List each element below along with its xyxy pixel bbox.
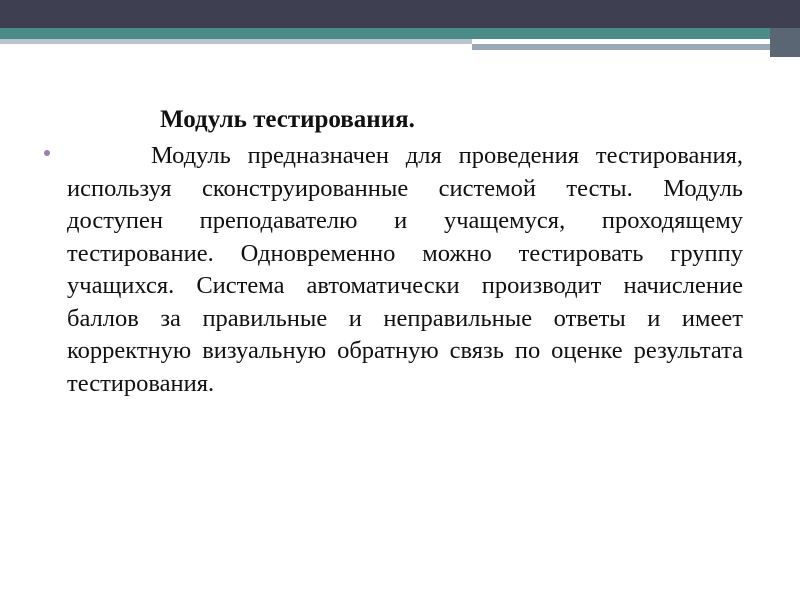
bullet-icon [44, 150, 50, 156]
header-dark-stripe [0, 0, 800, 28]
header-light-stripe [0, 39, 472, 44]
header-light-stripe-2 [472, 44, 782, 50]
slide-body-text: Модуль предназначен для проведения тестирования, используя сконструированные системой тесты. Модуль доступен преподавателю и учащемуся, проходящему тестирование. Одновременно можно тестировать группу учащихся. Система автоматически производит начисление баллов за правильные и неправильные ответы и имеет корректную визуальную обратную связь по оценке результата тестирования. [67, 142, 743, 397]
header-right-block [770, 0, 800, 57]
header-band [0, 0, 800, 57]
header-teal-stripe [0, 28, 800, 39]
slide-title: Модуль тестирования. [160, 106, 415, 133]
